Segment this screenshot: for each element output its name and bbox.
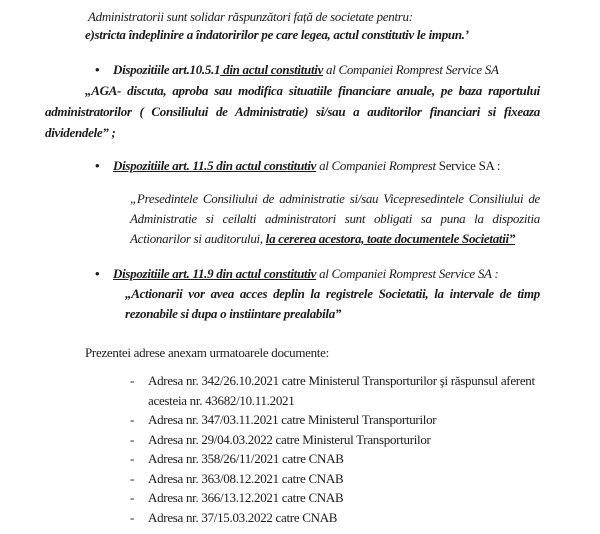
bullet-icon: • xyxy=(95,266,100,281)
dash-icon: - xyxy=(130,451,135,466)
list-item xyxy=(130,508,540,528)
quote-paragraph-actionarii: „Actionarii vor avea acces deplin la registrele Societatii, la intervale de timp rezonabile si dupa o instiintare prealabila” xyxy=(125,286,540,321)
bullet-icon: • xyxy=(95,62,100,77)
list-item-text: Adresa nr. 37/15.03.2022 catre CNAB xyxy=(148,509,338,525)
bullet-item-art-11-9 xyxy=(45,263,540,324)
provision-label: Dispozitiile art.10.5.1 xyxy=(113,62,221,77)
quote-paragraph-presedintele xyxy=(130,189,540,249)
dash-icon: - xyxy=(130,412,135,427)
dash-icon: - xyxy=(130,470,135,486)
list-item xyxy=(130,410,540,430)
company-reference: al Companiei Romprest Service SA : xyxy=(316,266,499,281)
dash-icon: - xyxy=(130,509,135,525)
list-item-text: Adresa nr. 366/13.12.2021 catre CNAB xyxy=(148,490,344,505)
dash-icon: - xyxy=(130,373,135,388)
bullet-item-art-11-5 xyxy=(45,155,540,249)
list-item xyxy=(130,469,540,489)
attachments-list xyxy=(130,371,540,527)
list-item-text: Adresa nr. 358/26/11/2021 catre CNAB xyxy=(148,451,344,466)
attachments-intro: Prezentei adrese anexam urmatoarele documente: xyxy=(85,345,329,360)
dash-icon: - xyxy=(130,431,135,447)
list-item-text: Adresa nr. 347/03.11.2021 catre Ministerul Transporturilor xyxy=(148,412,437,427)
intro-paragraph xyxy=(45,8,540,44)
list-item xyxy=(130,488,540,508)
provision-title-row xyxy=(45,155,540,176)
list-item xyxy=(130,430,540,450)
intro-line-1: Administratorii sunt solidar răspunzători față de societate pentru: xyxy=(88,9,413,24)
provision-title-row xyxy=(45,263,540,284)
provision-label-underlined: din actul constitutiv xyxy=(220,62,324,77)
company-reference-plain: Service SA : xyxy=(438,158,501,173)
company-reference: al Companiei Romprest xyxy=(316,158,439,173)
bullet-item-art-10-5-1 xyxy=(45,59,540,143)
list-item xyxy=(130,449,540,469)
provision-title-row xyxy=(45,59,540,80)
dash-icon: - xyxy=(130,490,135,505)
list-item-text: Adresa nr. 29/04.03.2022 catre Ministerul Transporturilor xyxy=(148,431,431,447)
intro-line-2: e)stricta îndeplinire a îndatoririlor pe care legea, actul constitutiv le impun.’ xyxy=(85,27,469,42)
company-reference: al Companiei Romprest Service SA xyxy=(323,62,499,77)
quote-emphasis: la cererea acestora, toate documentele Societatii” xyxy=(265,231,516,246)
provision-label-underlined: Dispozitiile art. 11.5 din actul constitutiv xyxy=(113,158,317,173)
list-item-text: Adresa nr. 342/26.10.2021 catre Ministerul Transporturilor şi răspunsul aferent acesteia nr. 43682/10.11.2021 xyxy=(148,373,535,408)
quote-lead: „Presedintele Consiliului de administratie si/sau Vicepresedintele Consiliului de Administratie si ceilalti administratori sunt obligati sa puna la dispozitia Actionarilor si auditorului, xyxy=(130,191,540,246)
list-item-text: Adresa nr. 363/08.12.2021 catre CNAB xyxy=(148,470,344,486)
bullet-icon: • xyxy=(95,158,100,173)
provision-label-underlined: Dispozitiile art. 11.9 din actul constitutiv xyxy=(113,266,317,281)
quote-paragraph-aga: „AGA- discuta, aproba sau modifica situatiile financiare anuale, pe baza raportului administratorilor ( Consiliului de Administratie) si/sau a auditorilor financiari si fixeaza dividendele” ; xyxy=(45,83,540,140)
list-item xyxy=(130,371,540,410)
